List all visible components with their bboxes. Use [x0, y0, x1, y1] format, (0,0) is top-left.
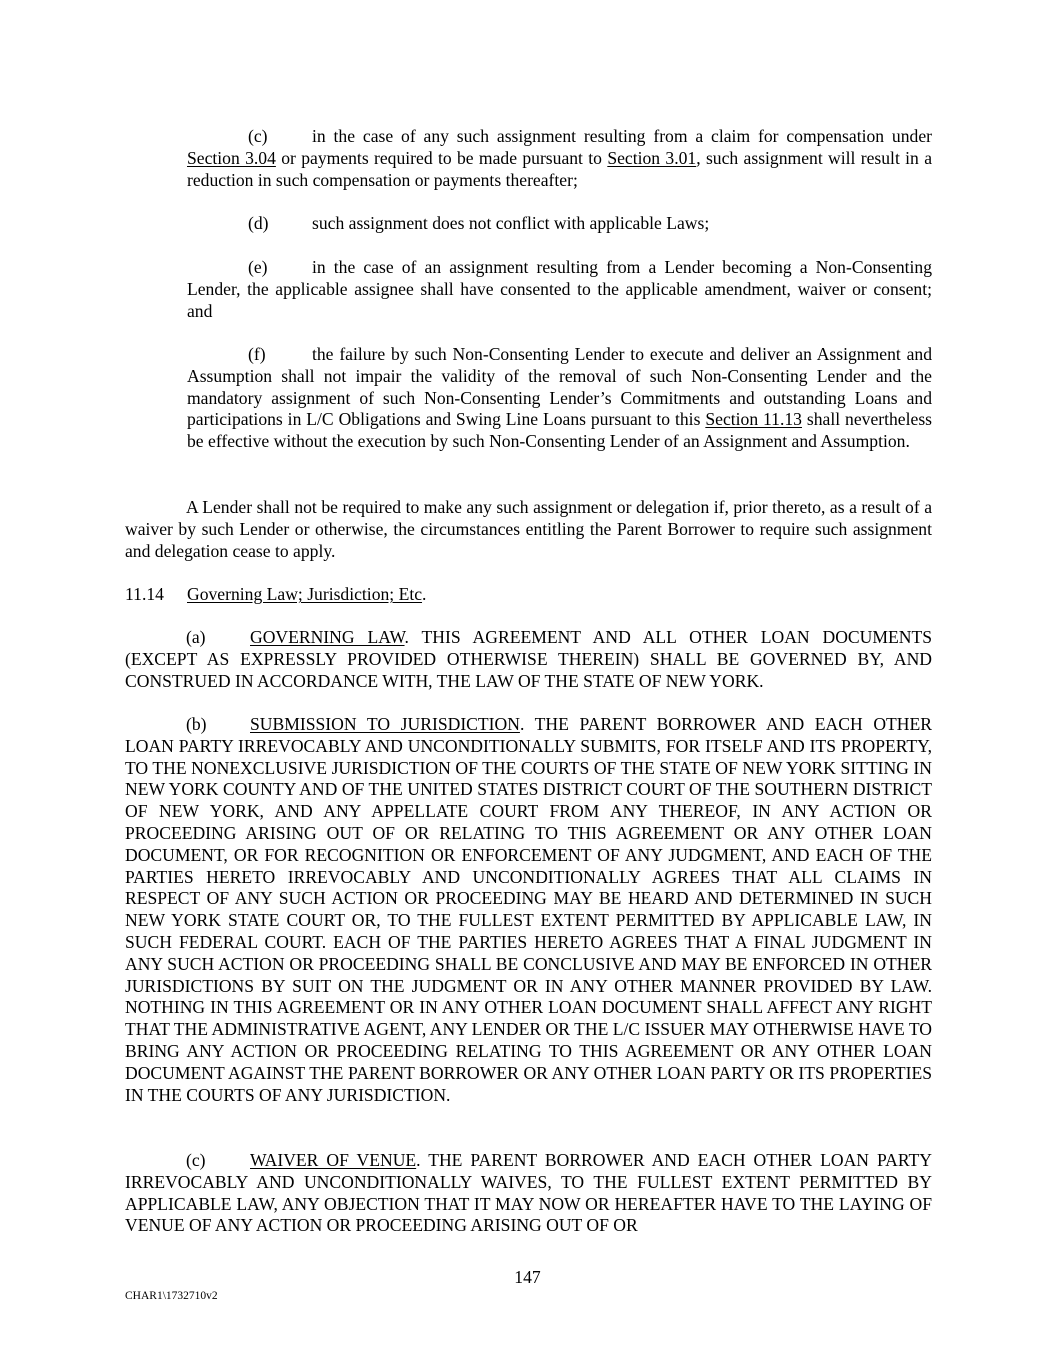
section-11-13-link[interactable]: Section 11.13	[705, 409, 802, 430]
clause-e	[187, 257, 932, 322]
lender-paragraph	[125, 497, 932, 562]
clause-c-label: (c)	[248, 126, 268, 146]
clause-f-text-1: the failure by such Non-Consenting Lender to execute and deliver an Assignment and Assumption shall not impair the validity of the removal of such Non-Consenting Lender and the mandatory assignment of such Non-Consenting Lender’s Commitments and outstanding Loans and participations in L/C Obligations and Swing Line Loans pursuant to this	[187, 344, 932, 430]
governing-law-heading: GOVERNING LAW	[250, 627, 405, 647]
clause-e-label: (e)	[248, 257, 268, 277]
section-number: 11.14	[125, 584, 164, 604]
clause-f-text-2: shall nevertheless be effective without the execution by such Non-Consenting Lender of an Assignment and Assumption.	[187, 409, 933, 452]
venue-heading: WAIVER OF VENUE	[250, 1150, 417, 1170]
clause-d-label: (d)	[248, 213, 269, 233]
jurisdiction-heading: SUBMISSION TO JURISDICTION	[250, 714, 520, 734]
clause-d	[187, 213, 932, 235]
clause-c-text-3: , such assignment will result in a reduction in such compensation or payments thereafter;	[187, 147, 933, 190]
sub-c-label: (c)	[186, 1150, 206, 1170]
clause-c-text-1: in the case of any such assignment resulting from a claim for compensation under	[312, 126, 932, 146]
jurisdiction-text: . THE PARENT BORROWER AND EACH OTHER LOAN PARTY IRREVOCABLY AND UNCONDITIONALLY SUBMITS, FOR ITSELF AND ITS PROPERTY, TO THE NONEXCLUSIVE JURISDICTION OF THE COURTS OF THE STATE OF NEW YORK SITTING IN NEW YORK COUNTY AND OF THE UNITED STATES DISTRICT COURT OF THE SOUTHERN DISTRICT OF NEW YORK, AND ANY APPELLATE COURT FROM ANY THEREOF, IN ANY ACTION OR PROCEEDING ARISING OUT OF OR RELATING TO THIS AGREEMENT OR ANY OTHER LOAN DOCUMENT, OR FOR RECOGNITION OR ENFORCEMENT OF ANY JUDGMENT, AND EACH OF THE PARTIES HERETO IRREVOCABLY AND UNCONDITIONALLY AGREES THAT ALL CLAIMS IN RESPECT OF ANY SUCH ACTION OR PROCEEDING MAY BE HEARD AND DETERMINED IN SUCH NEW YORK STATE COURT OR, TO THE FULLEST EXTENT PERMITTED BY APPLICABLE LAW, IN SUCH FEDERAL COURT. EACH OF THE PARTIES HERETO AGREES THAT A FINAL JUDGMENT IN ANY SUCH ACTION OR PROCEEDING SHALL BE CONCLUSIVE AND MAY BE ENFORCED IN OTHER JURISDICTIONS BY SUIT ON THE JUDGMENT OR IN ANY OTHER MANNER PROVIDED BY LAW. NOTHING IN THIS AGREEMENT OR IN ANY OTHER LOAN DOCUMENT SHALL AFFECT ANY RIGHT THAT THE ADMINISTRATIVE AGENT, ANY LENDER OR THE L/C ISSUER MAY OTHERWISE HAVE TO BRING ANY ACTION OR PROCEEDING RELATING TO THIS AGREEMENT OR ANY OTHER LOAN DOCUMENT AGAINST THE PARENT BORROWER OR ANY OTHER LOAN PARTY OR ITS PROPERTIES IN THE COURTS OF ANY JURISDICTION.	[125, 714, 932, 1105]
sub-a-label: (a)	[186, 627, 206, 647]
page-number: 147	[514, 1267, 541, 1287]
sub-b-label: (b)	[186, 714, 207, 734]
document-id: CHAR1\1732710v2	[125, 1290, 218, 1302]
clause-c	[187, 126, 932, 191]
venue-text: . THE PARENT BORROWER AND EACH OTHER LOAN PARTY IRREVOCABLY AND UNCONDITIONALLY WAIVES, TO THE FULLEST EXTENT PERMITTED BY APPLICABLE LAW, ANY OBJECTION THAT IT MAY NOW OR HEREAFTER HAVE TO THE LAYING OF VENUE OF ANY ACTION OR PROCEEDING ARISING OUT OF OR	[125, 1150, 932, 1236]
section-heading	[125, 584, 932, 606]
clause-c-text-2: or payments required to be made pursuant to	[275, 147, 608, 168]
clause-e-text: in the case of an assignment resulting from a Lender becoming a Non-Consenting Lender, the applicable assignee shall have consented to the applicable amendment, waiver or consent; and	[187, 257, 932, 321]
governing-law-text: . THIS AGREEMENT AND ALL OTHER LOAN DOCUMENTS (EXCEPT AS EXPRESSLY PROVIDED OTHERWISE THEREIN) SHALL BE GOVERNED BY, AND CONSTRUED IN ACCORDANCE WITH, THE LAW OF THE STATE OF NEW YORK.	[125, 627, 932, 691]
section-title: Governing Law; Jurisdiction; Etc	[187, 584, 423, 604]
section-3-04-link[interactable]: Section 3.04	[187, 147, 276, 168]
clause-f-label: (f)	[248, 344, 266, 364]
section-title-period: .	[422, 584, 427, 604]
section-3-01-link[interactable]: Section 3.01	[607, 147, 697, 168]
lender-paragraph-text: A Lender shall not be required to make any such assignment or delegation if, prior thereto, as a result of a waiver by such Lender or otherwise, the circumstances entitling the Parent Borrower to require such assignment and delegation cease to apply.	[125, 497, 932, 561]
clause-d-text: such assignment does not conflict with applicable Laws;	[312, 213, 710, 233]
venue-paragraph	[125, 1150, 932, 1237]
jurisdiction-paragraph	[125, 714, 932, 1106]
governing-law-paragraph	[125, 627, 932, 692]
clause-f	[187, 344, 932, 453]
